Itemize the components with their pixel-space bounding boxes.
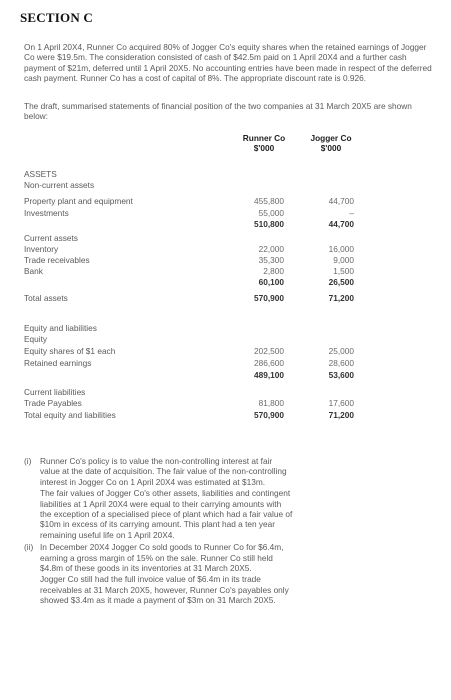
note-paragraph: The fair values of Jogger Co's other assets, liabilities and contingent liabilities at 1 April 20X4 were equal to their carrying amounts with the exception of a specialised piece of plant which had a fair value of $10m in excess of its carrying amount. This plant had a ten year remaining useful life on 1 April 20X4.	[40, 488, 293, 540]
note-paragraph: In December 20X4 Jogger Co sold goods to Runner Co for $6.4m, earning a gross margin of 15% on the sale. Runner Co still held $4.8m of these goods in its inventories at 31 March 20X5.	[40, 542, 284, 574]
jogger-value: 44,700	[328, 196, 354, 206]
jogger-column-name: Jogger Co	[310, 133, 352, 143]
row-label: Current assets	[24, 233, 78, 243]
row-label: Total equity and liabilities	[24, 410, 116, 420]
row-label: Equity and liabilities	[24, 323, 97, 333]
note-paragraph: Jogger Co still had the full invoice value of $6.4m in its trade receivables at 31 March 20X5, however, Runner Co's payables only showed $3.4m as it made a payment of $3m on 31 March 20X5.	[40, 574, 289, 606]
row-label: Bank	[24, 266, 43, 276]
runner-value: 570,900	[254, 410, 284, 420]
row-label: Property plant and equipment	[24, 196, 133, 206]
note-item	[24, 542, 294, 605]
row-label: Trade Payables	[24, 398, 82, 408]
jogger-column-header	[304, 133, 358, 153]
jogger-value: 17,600	[328, 398, 354, 408]
note-number: (i)	[24, 456, 32, 466]
runner-value: 22,000	[258, 244, 284, 254]
jogger-value: 9,000	[333, 255, 354, 265]
runner-value: 81,800	[258, 398, 284, 408]
statements-intro: The draft, summarised statements of financial position of the two companies at 31 March 20X5 are shown below:	[24, 101, 412, 122]
jogger-value: 1,500	[333, 266, 354, 276]
row-label: Current liabilities	[24, 387, 86, 397]
note-number: (ii)	[24, 542, 34, 553]
runner-value: 286,600	[254, 358, 284, 368]
runner-value: 202,500	[254, 346, 284, 356]
jogger-value: 71,200	[328, 293, 354, 303]
notes-list	[24, 456, 294, 607]
runner-column-header	[236, 133, 292, 153]
runner-value: 455,800	[254, 196, 284, 206]
jogger-value: 44,700	[328, 219, 354, 229]
runner-value: 489,100	[254, 370, 284, 380]
row-label: Retained earnings	[24, 358, 92, 368]
row-label: Non-current assets	[24, 180, 95, 190]
jogger-value: 16,000	[328, 244, 354, 254]
jogger-value: 71,200	[328, 410, 354, 420]
jogger-value: 25,000	[328, 346, 354, 356]
runner-value: 60,100	[258, 277, 284, 287]
runner-column-unit: $'000	[253, 143, 275, 153]
row-label: Total assets	[24, 293, 68, 303]
row-label: Investments	[24, 208, 69, 218]
jogger-value: 26,500	[328, 277, 354, 287]
row-label: Inventory	[24, 244, 59, 254]
jogger-value: 53,600	[328, 370, 354, 380]
note-item	[24, 456, 294, 540]
runner-value: 510,800	[254, 219, 284, 229]
section-title: SECTION C	[20, 10, 93, 25]
intro-paragraph: On 1 April 20X4, Runner Co acquired 80% of Jogger Co's equity shares when the retained earnings of Jogger Co were $19.5m. The consideration consisted of cash of $42.5m paid on 1 April 20X4 and a further cash payment of $21m, deferred until 1 April 20X5. No accounting entries have been made in respect of the deferred cash payment. Runner Co has a cost of capital of 8%. The appropriate discount rate is 0.926.	[24, 42, 432, 84]
jogger-value: 28,600	[328, 358, 354, 368]
row-label: Equity	[24, 334, 48, 344]
runner-value: 2,800	[263, 266, 284, 276]
row-label: Equity shares of $1 each	[24, 346, 116, 356]
runner-value: 570,900	[254, 293, 284, 303]
row-label: Trade receivables	[24, 255, 90, 265]
runner-value: 35,300	[258, 255, 284, 265]
jogger-column-unit: $'000	[320, 143, 342, 153]
runner-column-name: Runner Co	[242, 133, 286, 143]
note-paragraph: Runner Co's policy is to value the non-controlling interest at fair value at the date of acquisition. The fair value of the non-controlling interest in Jogger Co on 1 April 20X4 was estimated at $13m.	[40, 456, 287, 487]
runner-value: 55,000	[258, 208, 284, 218]
jogger-value: –	[349, 208, 354, 218]
row-label: ASSETS	[24, 169, 57, 179]
